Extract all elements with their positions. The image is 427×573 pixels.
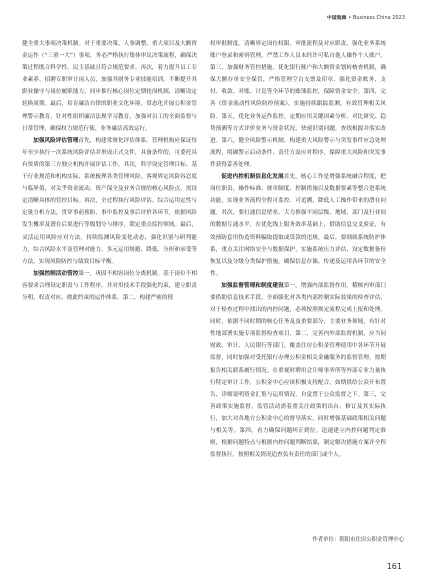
paragraph: [22, 268, 197, 304]
section-heading: 加强风险评估管理: [33, 137, 79, 144]
paragraph: [22, 135, 197, 268]
magazine-name: 中国集舞: [326, 16, 347, 21]
right-column: [210, 38, 386, 461]
section-heading: 加强控制活动管控: [33, 270, 79, 277]
paragraph-text: 第一，增强内部监督作用。稽核内审部门要借助信息技术手段，全面强化对各类内部控制实际效果的检查评估，对于检查过程中找出的内控问题，必须按照规定流程完成上报和处理。同时，依据不同时期的核心任务及及重要部分，主要业务领域，有针对性地部署实施专项监督检查项目，第二，完善内外部监督机制，应当同财政、审计、人民银行等部门，覆盖住房公积金管理使用中各环节开展监督，同时加强对受托银行办理公积金相关金融服务的监督管理，按期报告相关联系履行情况。在重视时聘用会计师事务所等外部专业力量执行特定审计工作，公积金中心应该积极支持配合，如期供给公众开布置告，详细说明资金汇集与运用情况，自觉置于公众监督之下。第三，完善政策实施监督。监管活动需着重关注政策的出台、修订及其实际执行，加大对各地方公积金中心的督导落实，同时增强基础政策相关问题与相关等。第四，看力确保问题纠正到位。迅速建立内控问题判定准则，根据问题特点与根据内控问题判断结果，制定解决措施方案并全程监督执行，按照相关情况追查负有责任的部门或个人。: [210, 282, 386, 459]
page-number: 161: [386, 562, 402, 571]
running-header: [327, 14, 405, 21]
paragraph: 权审批制度。清晰界定岗位权限、审批流程及对应职责，强化业务系统账户登录和密码管理，严禁工作人员未经许可私自他人操作个人账户。第三，加强财务管控措施。优化银行账户和大额资金划转核查机制，确保大额存单安全保管，严格管理空白支票及印章，强化资金账务、支付、收款、对账、计息等全环节的账簿监控，保障资金安全。第四，完善《资金流动性风险防控预案》，实施持续跟踪监测，有效管理相关风险。第五，优化业务运作监控，定期应用关键因素分析、对比研究、趋势预测等方式评价业务与资金状况，快速识别问题，查找根源并落实改进。第六，健全风险警示机制，构建重大风险警示与突发事件应急处理流程，明确警示启动条件、责任方及应对程序，保障重大风险和突发事件获得妥善处理。: [210, 41, 386, 168]
magazine-subtitle: • Business China 2023: [348, 16, 405, 21]
paragraph: [210, 280, 386, 461]
section-heading: 加强监督管理和制度建设: [221, 282, 284, 289]
left-column: [22, 38, 197, 304]
paragraph-text: 第一，巩固不相容岗位分离机制。基于岗位不相容要求合理设定职责与工作程序，并对用技术手段强化约束，建立职责分明、权责对应、彼此约束的运作体系。第二，构建严密的授: [22, 270, 197, 301]
section-heading: 促进内控机制信息化发展: [221, 174, 284, 181]
paragraph: 健全重大事项决策机制。对于重要决策、人事调整、重大项目及大额资金运作（“三重一大”）事项，务必严格执行集体审议决策流程，确保决策过程既合科学性、民主基础且符合规范要求。再次，着力提升员工专业素养。招聘专职审计岗人员，加强其财务专业技能培训，不断提升其职业操守与岗位履职能力，同步推行核心岗位定期轮岗机制，清晰设定轮换周期。最后，培育廉洁自律的职业文化环境。常态化开展公积金管理警示教育，针对性组织廉洁法规学习教育，加强对员工的全面监督与日常管理，确保权力规范行使、业务廉洁高效运行。: [22, 41, 197, 132]
paragraph-text: 首先，构建常规化评估体系。管理机构应保证每年至少执行一次系统风险评估并形成正式文件，具备条件的，可委托具有资质的第三方独立机构开展评估工作，其次，科学设定管理目标。基于行业规范和机构实际，系统梳理各类管理风险，客观界定风险容忍度与临界值，对关乎资金流动、资产保全及业务合规的核心风险点，需设定清晰具体的管控目标。再次，全过程执行风险评估。综合运用定性与定量分析方法，贯穿事前预防、事中监控及事后评价各环节，依据风险发生概率及潜在后果进行等级划分与排序，锁定重点监控领域。最后，灵活运用风险应对方法。持续监测风险变化动态，强化识别与研判能力，综合风险水平及管理对能力，多元运用规避、降低、分担和承受等方法，实现风险防控与绩效目标平衡。: [22, 137, 197, 265]
paragraph: [210, 171, 386, 280]
paragraph-text: 首先，核心工作是增强系统融合程度，把岗位职责、操作标准、规章制度、控制措施以及数据要素等整合进系统功能，实现业务流程全程可监控、可追溯，降低人工操作带来的潜在问题。其次，要打通信息壁垒，大力推强不同层级、地域、部门及行业间的数据互通水平，在优化线上服务效率基础上，借助信息交叉验证，有效预防套用伪造资料骗取提取或贷款的违规。最后，要细致系统防护体系，重点关注网络安全与数据保护，实施系统压力评估，设定数据备份恢复以及分级分类保护措施，确保信息存储、传递及运用各环节的安全性。: [210, 174, 386, 277]
author-affiliation: 作者单位：朝阳市住房公积金管理中心: [312, 537, 404, 543]
